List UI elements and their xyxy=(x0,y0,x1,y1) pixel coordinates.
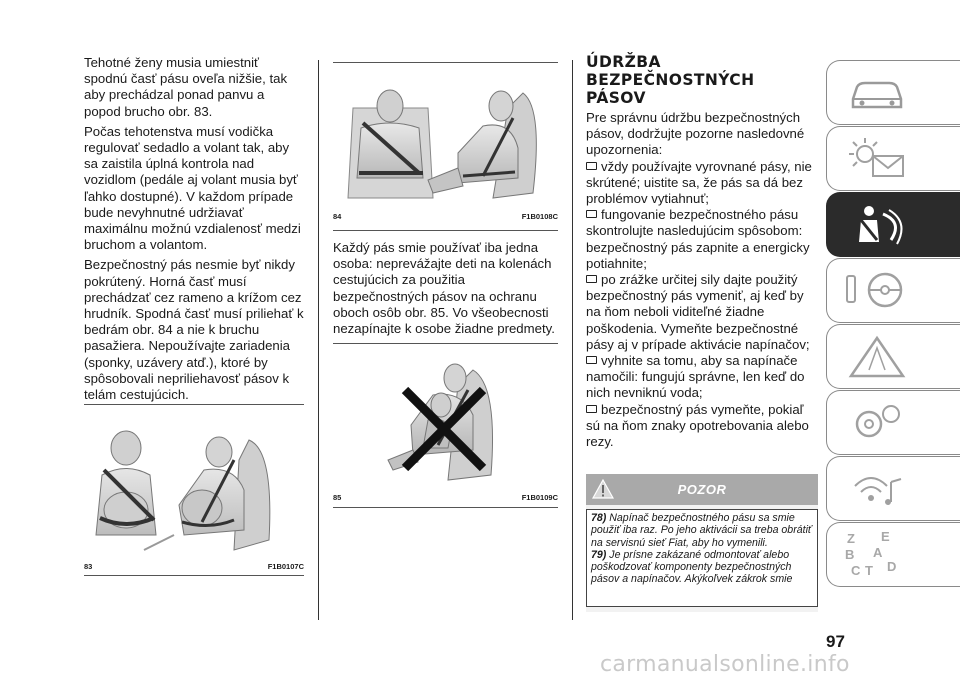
key-icon xyxy=(841,268,911,314)
index-letter: A xyxy=(873,545,883,560)
paragraph: Tehotné ženy musia umiestniť spodnú časť pásu oveľa nižšie, tak aby prechádzal ponad panvu a popod brucho obr. 83. xyxy=(84,55,288,119)
figure-code: F1B0107C xyxy=(267,562,304,571)
warning-item xyxy=(591,549,813,586)
column-1 xyxy=(84,55,304,407)
figure-caption xyxy=(333,493,558,502)
tab-car[interactable] xyxy=(826,60,960,125)
index-letter: E xyxy=(881,529,890,544)
paragraph: Počas tehotenstva musí vodička regulovať sedadlo a volant tak, aby sa zaistila úplná kontrola nad vozidlom (pedále aj volant musia byť ľahko dostupné). V každom prípade bude nevyhnutné udržiavať maximálnu možnú vzdialenosť medzi bruchom a volantom. xyxy=(84,123,301,253)
heading-line: BEZPEČNOSTNÝCH xyxy=(586,70,755,90)
divider xyxy=(84,404,304,405)
warning-header xyxy=(586,474,818,505)
list-item-text: po zrážke určitej sily dajte použitý bezpečnostný pás vymeniť, aj keď by na ňom neboli viditeľné žiadne poškodenia. Vymeňte bezpečnostné pásy aj v prípade aktivácie napínačov; xyxy=(586,272,810,352)
tab-safety[interactable] xyxy=(826,192,960,257)
list-item-text: vždy používajte vyrovnané pásy, nie skrútené; uistite sa, že pás sa dá bez problémov vytiahnuť; xyxy=(586,158,812,207)
warning-item xyxy=(591,512,813,549)
figure-84 xyxy=(333,68,558,221)
checkbox-bullet-icon xyxy=(586,210,597,218)
child-on-lap-prohibited-illustration xyxy=(333,350,558,485)
checkbox-bullet-icon xyxy=(586,356,597,364)
list-item xyxy=(586,353,820,402)
intro-paragraph: Pre správnu údržbu bezpečnostných pásov, dodržujte pozorne nasledovné upozornenia: xyxy=(586,110,805,158)
warning-box xyxy=(586,474,818,612)
warning-body xyxy=(586,509,818,607)
checkbox-bullet-icon xyxy=(586,275,597,283)
figure-caption xyxy=(84,562,304,571)
list-item xyxy=(586,402,820,451)
paragraph: Bezpečnostný pás nesmie byť nikdy pokrútený. Horná časť musí prechádzať cez rameno a krížom cez hrudník. Spodná časť musí priliehať k bedrám obr. 84 a nie k bruchu pasažiera. Nepoužívajte zariadenia (sponky, uzávery atď.), ktoré by spôsobovali nepriliehavosť pásov k telám cestujúcich. xyxy=(84,257,304,403)
list-item xyxy=(586,207,820,272)
column-3 xyxy=(586,52,820,450)
warning-light-envelope-icon xyxy=(845,136,909,182)
warning-item-text: Je prísne zakázané odmontovať alebo poškodzovať komponenty bezpečnostných pásov a napínačov. Akýkoľvek zákrok smie xyxy=(591,548,793,586)
hazard-road-icon xyxy=(847,334,907,380)
column-separator xyxy=(572,60,573,620)
index-letter: Z xyxy=(847,531,855,546)
checkbox-bullet-icon xyxy=(586,162,597,170)
list-item xyxy=(586,272,820,353)
figure-number: 85 xyxy=(333,493,342,502)
gears-icon xyxy=(847,400,907,446)
figure-number: 84 xyxy=(333,212,342,221)
figure-code: F1B0108C xyxy=(521,212,558,221)
heading-line: PÁSOV xyxy=(586,88,646,108)
heading-line: ÚDRŽBA xyxy=(586,52,661,72)
list-item xyxy=(586,159,820,208)
adult-seatbelt-illustration xyxy=(333,68,558,206)
divider xyxy=(333,62,558,63)
car-icon xyxy=(847,73,907,113)
seatbelt-airbag-icon xyxy=(847,202,907,248)
warning-title: POZOR xyxy=(677,482,727,497)
index-letter: D xyxy=(887,559,897,574)
list-item-text: bezpečnostný pás vymeňte, pokiaľ sú na ňom znaky opotrebovania alebo rezy. xyxy=(586,401,809,450)
paragraph: Každý pás smie používať iba jedna osoba: neprevážajte deti na kolenách cestujúcich za použitia bezpečnostných pásov na ochranu oboch osôb obr. 85. Vo všeobecnosti nezapínajte k osobe žiadne predmety. xyxy=(333,240,555,337)
index-letter: C xyxy=(851,563,861,578)
page-number: 97 xyxy=(826,632,845,651)
section-heading xyxy=(586,52,820,108)
pregnant-woman-seatbelt-illustration xyxy=(84,410,304,560)
tab-maintenance[interactable] xyxy=(826,390,960,455)
tab-starting[interactable] xyxy=(826,258,960,323)
list-item-text: fungovanie bezpečnostného pásu skontrolujte nasledujúcim spôsobom: bezpečnostný pás zapnite a energicky potiahnite; xyxy=(586,207,810,271)
checkbox-bullet-icon xyxy=(586,405,597,413)
column-separator xyxy=(318,60,319,620)
index-letter: B xyxy=(845,547,855,562)
warning-item-number: 78) xyxy=(591,512,607,524)
divider xyxy=(333,230,558,231)
warning-item-number: 79) xyxy=(591,548,607,561)
alphabet-index-icon xyxy=(845,529,915,581)
figure-caption xyxy=(333,212,558,221)
column-2-text xyxy=(333,240,561,341)
divider xyxy=(333,343,558,344)
figure-code: F1B0109C xyxy=(521,493,558,502)
divider xyxy=(333,507,558,508)
figure-number: 83 xyxy=(84,562,93,571)
divider xyxy=(84,575,304,576)
settings-music-icon xyxy=(847,466,907,512)
index-letter: T xyxy=(865,563,873,578)
tab-warning-lights[interactable] xyxy=(826,126,960,191)
warning-item-text: Napínač bezpečnostného pásu sa smie použiť iba raz. Po jeho aktivácii sa treba obrátiť na servisnú sieť Fiat, aby ho vymenili. xyxy=(591,512,812,549)
tab-multimedia[interactable] xyxy=(826,456,960,521)
figure-85 xyxy=(333,350,558,502)
tab-emergency[interactable] xyxy=(826,324,960,389)
list-item-text: vyhnite sa tomu, aby sa napínače namočili: fungujú správne, len keď do nich nevniknú voda; xyxy=(586,353,805,401)
watermark: carmanualsonline.info xyxy=(600,652,850,677)
tab-index[interactable] xyxy=(826,522,960,587)
figure-83 xyxy=(84,410,304,571)
